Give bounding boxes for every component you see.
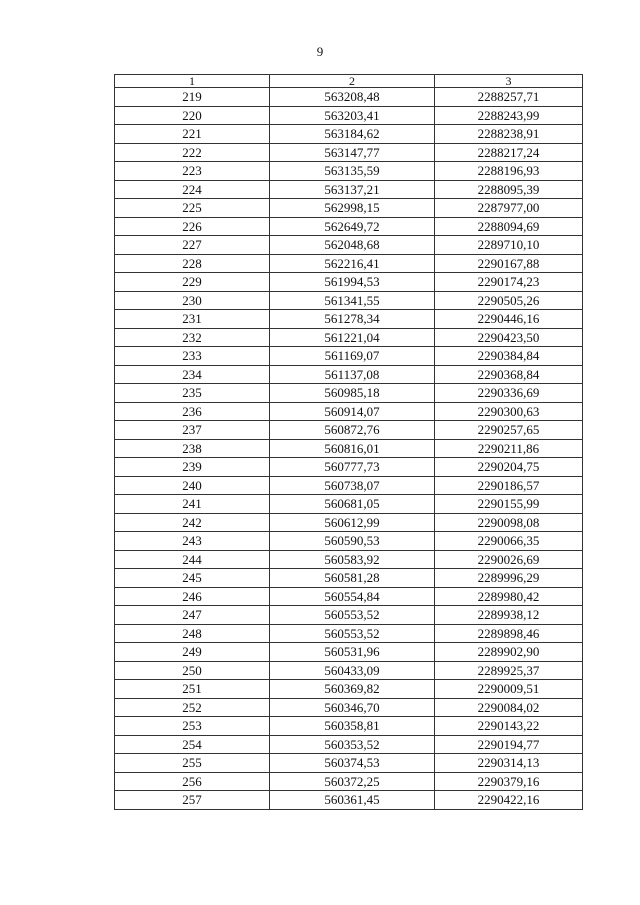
point-number-cell: 222 <box>115 143 270 162</box>
x-coordinate-cell: 560369,82 <box>270 680 435 699</box>
x-coordinate-cell: 560553,52 <box>270 624 435 643</box>
point-number-cell: 251 <box>115 680 270 699</box>
point-number-cell: 226 <box>115 217 270 236</box>
point-number-cell: 241 <box>115 495 270 514</box>
point-number-cell: 254 <box>115 735 270 754</box>
x-coordinate-cell: 563137,21 <box>270 180 435 199</box>
point-number-cell: 235 <box>115 384 270 403</box>
point-number-cell: 244 <box>115 550 270 569</box>
table-row <box>115 88 583 107</box>
table-row <box>115 347 583 366</box>
x-coordinate-cell: 560590,53 <box>270 532 435 551</box>
table-row <box>115 495 583 514</box>
point-number-cell: 236 <box>115 402 270 421</box>
y-coordinate-cell: 2288257,71 <box>435 88 583 107</box>
point-number-cell: 219 <box>115 88 270 107</box>
x-coordinate-cell: 563147,77 <box>270 143 435 162</box>
y-coordinate-cell: 2289938,12 <box>435 606 583 625</box>
table-row <box>115 624 583 643</box>
table-row <box>115 217 583 236</box>
x-coordinate-cell: 560777,73 <box>270 458 435 477</box>
y-coordinate-cell: 2289980,42 <box>435 587 583 606</box>
point-number-cell: 246 <box>115 587 270 606</box>
x-coordinate-cell: 560985,18 <box>270 384 435 403</box>
x-coordinate-cell: 560583,92 <box>270 550 435 569</box>
y-coordinate-cell: 2290336,69 <box>435 384 583 403</box>
table-row <box>115 772 583 791</box>
point-number-cell: 228 <box>115 254 270 273</box>
table-header-row <box>115 75 583 88</box>
point-number-cell: 224 <box>115 180 270 199</box>
x-coordinate-cell: 563203,41 <box>270 106 435 125</box>
x-coordinate-cell: 560738,07 <box>270 476 435 495</box>
y-coordinate-cell: 2290314,13 <box>435 754 583 773</box>
table-row <box>115 180 583 199</box>
point-number-cell: 242 <box>115 513 270 532</box>
table-row <box>115 125 583 144</box>
x-coordinate-cell: 560612,99 <box>270 513 435 532</box>
point-number-cell: 238 <box>115 439 270 458</box>
point-number-cell: 255 <box>115 754 270 773</box>
point-number-cell: 248 <box>115 624 270 643</box>
y-coordinate-cell: 2290446,16 <box>435 310 583 329</box>
y-coordinate-cell: 2290143,22 <box>435 717 583 736</box>
point-number-cell: 239 <box>115 458 270 477</box>
point-number-cell: 257 <box>115 791 270 810</box>
point-number-cell: 231 <box>115 310 270 329</box>
y-coordinate-cell: 2289710,10 <box>435 236 583 255</box>
y-coordinate-cell: 2289996,29 <box>435 569 583 588</box>
point-number-cell: 227 <box>115 236 270 255</box>
x-coordinate-cell: 560361,45 <box>270 791 435 810</box>
point-number-cell: 249 <box>115 643 270 662</box>
table-row <box>115 384 583 403</box>
point-number-cell: 225 <box>115 199 270 218</box>
y-coordinate-cell: 2290084,02 <box>435 698 583 717</box>
table-row <box>115 273 583 292</box>
point-number-cell: 247 <box>115 606 270 625</box>
table-row <box>115 236 583 255</box>
x-coordinate-cell: 560914,07 <box>270 402 435 421</box>
point-number-cell: 232 <box>115 328 270 347</box>
x-coordinate-cell: 562048,68 <box>270 236 435 255</box>
x-coordinate-cell: 560374,53 <box>270 754 435 773</box>
point-number-cell: 230 <box>115 291 270 310</box>
column-header-1: 1 <box>115 75 270 88</box>
point-number-cell: 229 <box>115 273 270 292</box>
x-coordinate-cell: 560358,81 <box>270 717 435 736</box>
y-coordinate-cell: 2290009,51 <box>435 680 583 699</box>
point-number-cell: 220 <box>115 106 270 125</box>
x-coordinate-cell: 562216,41 <box>270 254 435 273</box>
table-row <box>115 328 583 347</box>
y-coordinate-cell: 2290186,57 <box>435 476 583 495</box>
column-header-3: 3 <box>435 75 583 88</box>
point-number-cell: 250 <box>115 661 270 680</box>
table-row <box>115 199 583 218</box>
table-row <box>115 717 583 736</box>
table-row <box>115 606 583 625</box>
y-coordinate-cell: 2290300,63 <box>435 402 583 421</box>
x-coordinate-cell: 560531,96 <box>270 643 435 662</box>
y-coordinate-cell: 2289898,46 <box>435 624 583 643</box>
y-coordinate-cell: 2288094,69 <box>435 217 583 236</box>
x-coordinate-cell: 563208,48 <box>270 88 435 107</box>
table-row <box>115 587 583 606</box>
table-row <box>115 402 583 421</box>
y-coordinate-cell: 2288196,93 <box>435 162 583 181</box>
x-coordinate-cell: 560581,28 <box>270 569 435 588</box>
x-coordinate-cell: 560872,76 <box>270 421 435 440</box>
x-coordinate-cell: 562649,72 <box>270 217 435 236</box>
point-number-cell: 234 <box>115 365 270 384</box>
table-row <box>115 791 583 810</box>
x-coordinate-cell: 561137,08 <box>270 365 435 384</box>
x-coordinate-cell: 560681,05 <box>270 495 435 514</box>
table-row <box>115 643 583 662</box>
point-number-cell: 245 <box>115 569 270 588</box>
x-coordinate-cell: 560433,09 <box>270 661 435 680</box>
y-coordinate-cell: 2290368,84 <box>435 365 583 384</box>
table-row <box>115 532 583 551</box>
point-number-cell: 256 <box>115 772 270 791</box>
point-number-cell: 237 <box>115 421 270 440</box>
table-row <box>115 661 583 680</box>
table-row <box>115 254 583 273</box>
y-coordinate-cell: 2290257,65 <box>435 421 583 440</box>
table-row <box>115 310 583 329</box>
table-row <box>115 680 583 699</box>
x-coordinate-cell: 560816,01 <box>270 439 435 458</box>
page-number: 9 <box>316 44 324 59</box>
y-coordinate-cell: 2290026,69 <box>435 550 583 569</box>
y-coordinate-cell: 2288243,99 <box>435 106 583 125</box>
column-header-2: 2 <box>270 75 435 88</box>
table-row <box>115 754 583 773</box>
table-row <box>115 162 583 181</box>
table-row <box>115 698 583 717</box>
point-number-cell: 243 <box>115 532 270 551</box>
y-coordinate-cell: 2290098,08 <box>435 513 583 532</box>
table-row <box>115 143 583 162</box>
table-row <box>115 513 583 532</box>
point-number-cell: 240 <box>115 476 270 495</box>
point-number-cell: 233 <box>115 347 270 366</box>
x-coordinate-cell: 560372,25 <box>270 772 435 791</box>
y-coordinate-cell: 2289902,90 <box>435 643 583 662</box>
x-coordinate-cell: 560554,84 <box>270 587 435 606</box>
y-coordinate-cell: 2290422,16 <box>435 791 583 810</box>
x-coordinate-cell: 561169,07 <box>270 347 435 366</box>
table-row <box>115 106 583 125</box>
x-coordinate-cell: 563184,62 <box>270 125 435 144</box>
x-coordinate-cell: 560553,52 <box>270 606 435 625</box>
table-row <box>115 569 583 588</box>
y-coordinate-cell: 2290174,23 <box>435 273 583 292</box>
table-row <box>115 291 583 310</box>
y-coordinate-cell: 2290194,77 <box>435 735 583 754</box>
y-coordinate-cell: 2290204,75 <box>435 458 583 477</box>
x-coordinate-cell: 562998,15 <box>270 199 435 218</box>
table-row <box>115 735 583 754</box>
y-coordinate-cell: 2288095,39 <box>435 180 583 199</box>
y-coordinate-cell: 2290505,26 <box>435 291 583 310</box>
x-coordinate-cell: 563135,59 <box>270 162 435 181</box>
y-coordinate-cell: 2288217,24 <box>435 143 583 162</box>
x-coordinate-cell: 561341,55 <box>270 291 435 310</box>
y-coordinate-cell: 2290211,86 <box>435 439 583 458</box>
table-row <box>115 365 583 384</box>
y-coordinate-cell: 2290384,84 <box>435 347 583 366</box>
x-coordinate-cell: 560353,52 <box>270 735 435 754</box>
table-row <box>115 458 583 477</box>
table-row <box>115 550 583 569</box>
y-coordinate-cell: 2290066,35 <box>435 532 583 551</box>
point-number-cell: 221 <box>115 125 270 144</box>
y-coordinate-cell: 2290379,16 <box>435 772 583 791</box>
point-number-cell: 223 <box>115 162 270 181</box>
x-coordinate-cell: 560346,70 <box>270 698 435 717</box>
x-coordinate-cell: 561278,34 <box>270 310 435 329</box>
y-coordinate-cell: 2287977,00 <box>435 199 583 218</box>
x-coordinate-cell: 561994,53 <box>270 273 435 292</box>
table-row <box>115 421 583 440</box>
table-body <box>115 88 583 810</box>
y-coordinate-cell: 2289925,37 <box>435 661 583 680</box>
point-number-cell: 253 <box>115 717 270 736</box>
y-coordinate-cell: 2290167,88 <box>435 254 583 273</box>
y-coordinate-cell: 2290155,99 <box>435 495 583 514</box>
coordinates-table <box>114 74 583 810</box>
table-row <box>115 476 583 495</box>
point-number-cell: 252 <box>115 698 270 717</box>
table-row <box>115 439 583 458</box>
y-coordinate-cell: 2288238,91 <box>435 125 583 144</box>
x-coordinate-cell: 561221,04 <box>270 328 435 347</box>
y-coordinate-cell: 2290423,50 <box>435 328 583 347</box>
